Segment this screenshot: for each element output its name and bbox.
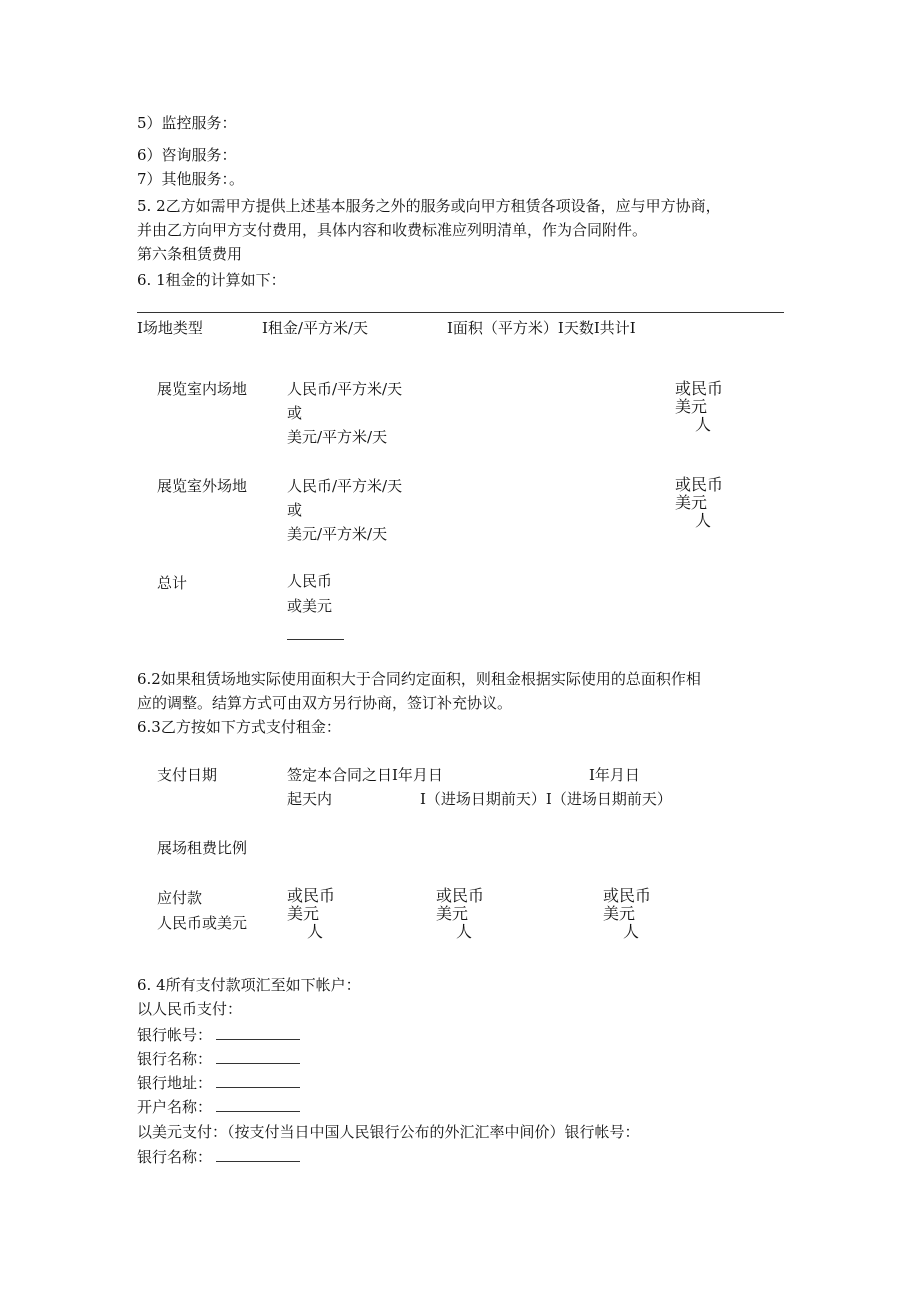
due-cell-2-a: 或民币 [436,886,485,905]
due-cell-3-c: 人 [623,922,640,941]
article-6-title: 第六条租赁费用 [137,245,243,263]
pay-date-3: I年月日 [589,766,640,784]
total-label: 总计 [157,574,188,592]
rmb-bank-account-blank[interactable] [216,1025,300,1040]
row-indoor-total [675,380,723,434]
rmb-payment-title: 以人民币支付： [137,1000,243,1018]
row-indoor-total-b: 美元 [675,397,708,416]
row-outdoor-rate-rmb: 人民币/平方米/天 [287,477,403,495]
clause-6-4: 6. 4所有支付款项汇至如下帐户： [137,976,361,994]
table-top-rule [137,312,784,313]
rmb-bank-name-label: 银行名称： [137,1050,213,1068]
row-indoor-or: 或 [287,404,303,422]
item-other-service: 7）其他服务：。 [137,170,245,188]
row-outdoor-type: 展览室外场地 [157,477,248,495]
rmb-account-holder-label: 开户名称： [137,1098,213,1116]
due-cell-3-b: 美元 [603,904,636,923]
clause-6-2-line2: 应的调整。结算方式可由双方另行协商，签订补充协议。 [137,694,513,712]
row-indoor-rate-rmb: 人民币/平方米/天 [287,380,403,398]
row-outdoor-total-a: 或民币 [675,475,724,494]
rmb-bank-name-blank[interactable] [216,1049,300,1064]
ratio-label: 展场租费比例 [157,839,248,857]
due-cell-1-b: 美元 [287,904,320,923]
rmb-bank-address-row [137,1073,300,1093]
clause-6-1: 6. 1租金的计算如下： [137,271,286,289]
total-rmb: 人民币 [287,572,333,590]
item-monitoring-service: 5）监控服务： [137,114,237,132]
pay-date-label: 支付日期 [157,766,218,784]
pay-date-1b: 起天内 [287,790,333,808]
row-indoor-type: 展览室内场地 [157,380,248,398]
due-cell-2-b: 美元 [436,904,469,923]
due-cell-2-c: 人 [456,922,473,941]
due-cell-3-a: 或民币 [603,886,652,905]
header-venue-type: I场地类型 [137,319,203,337]
row-indoor-total-a: 或民币 [675,379,724,398]
rmb-bank-name-row [137,1049,300,1069]
total-underline [287,639,344,640]
row-indoor-total-c: 人 [695,415,712,434]
row-outdoor-total [675,476,723,530]
rmb-bank-address-blank[interactable] [216,1073,300,1088]
due-label-currency: 人民币或美元 [157,914,248,932]
row-outdoor-or: 或 [287,501,303,519]
due-cell-1 [287,887,335,941]
clause-5-2-line2: 并由乙方向甲方支付费用，具体内容和收费标准应列明清单，作为合同附件。 [137,221,648,239]
rmb-account-holder-row [137,1097,300,1117]
usd-bank-name-label: 银行名称： [137,1148,213,1166]
usd-bank-name-blank[interactable] [216,1147,300,1162]
due-cell-3 [603,887,651,941]
clause-5-2-line1: 5. 2乙方如需甲方提供上述基本服务之外的服务或向甲方租赁各项设备，应与甲方协商， [137,197,721,215]
due-cell-1-c: 人 [307,922,324,941]
rmb-bank-account-row [137,1025,300,1045]
row-outdoor-total-b: 美元 [675,493,708,512]
pay-date-1a: 签定本合同之日I年月日 [287,766,443,784]
clause-6-2-line1: 6.2如果租赁场地实际使用面积大于合同约定面积，则租金根据实际使用的总面积作相 [137,670,701,688]
rmb-bank-address-label: 银行地址： [137,1074,213,1092]
row-indoor-rate-usd: 美元/平方米/天 [287,428,388,446]
item-consulting-service: 6）咨询服务： [137,146,237,164]
usd-bank-name-row [137,1147,300,1167]
due-cell-1-a: 或民币 [287,886,336,905]
rmb-bank-account-label: 银行帐号： [137,1026,213,1044]
pay-date-2: I（进场日期前天）I（进场日期前天） [420,790,672,808]
clause-6-3: 6.3乙方按如下方式支付租金： [137,718,341,736]
due-label: 应付款 [157,889,203,907]
row-outdoor-rate-usd: 美元/平方米/天 [287,525,388,543]
usd-payment-title: 以美元支付：（按支付当日中国人民银行公布的外汇汇率中间价）银行帐号： [137,1123,640,1141]
header-rent-rate: I租金/平方米/天 [262,319,369,337]
header-area-days-total: I面积（平方米）I天数I共计I [447,319,636,337]
due-cell-2 [436,887,484,941]
row-outdoor-total-c: 人 [695,511,712,530]
rmb-account-holder-blank[interactable] [216,1097,300,1112]
total-usd: 或美元 [287,597,333,615]
